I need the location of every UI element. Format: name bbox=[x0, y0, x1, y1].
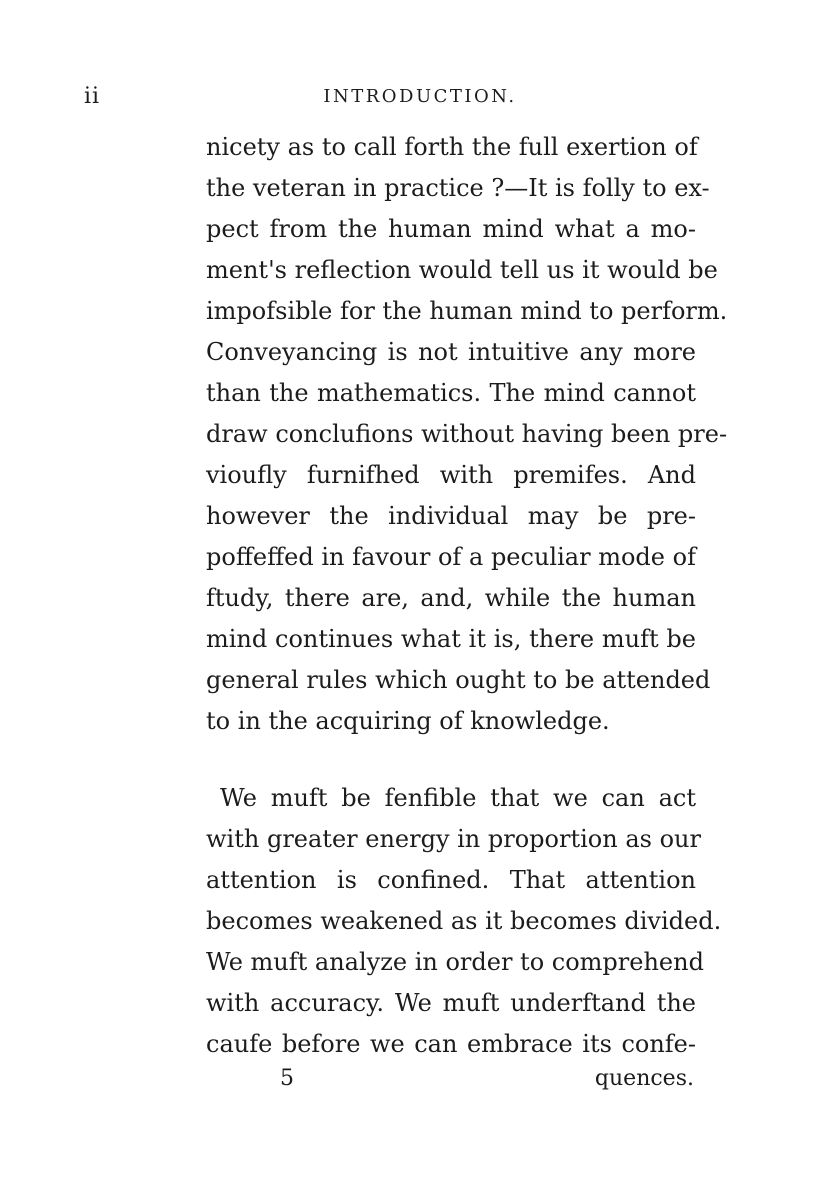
text-line: We muft analyze in order to comprehend bbox=[206, 948, 704, 976]
text-line: ment's reflection would tell us it would be bbox=[206, 256, 718, 284]
running-head: INTRODUCTION. bbox=[323, 86, 517, 107]
catchword: quences. bbox=[594, 1066, 694, 1091]
text-line: with accuracy. We muft underftand the bbox=[206, 989, 696, 1017]
text-line: ftudy, there are, and, while the human bbox=[206, 584, 696, 612]
text-line: caufe before we can embrace its confe- bbox=[206, 1030, 696, 1058]
text-line: attention is confined. That attention bbox=[206, 866, 696, 894]
text-line: pect from the human mind what a mo- bbox=[206, 215, 696, 243]
text-line: nicety as to call forth the full exertion of bbox=[206, 133, 698, 161]
paragraph-2 bbox=[206, 778, 722, 1065]
text-line: impofsible for the human mind to perform. bbox=[206, 297, 728, 325]
text-line: mind continues what it is, there muft be bbox=[206, 625, 696, 653]
text-line: vioufly furnifhed with premifes. And bbox=[206, 461, 696, 489]
paragraph-1 bbox=[206, 127, 728, 742]
text-line: to in the acquiring of knowledge. bbox=[206, 707, 610, 735]
signature-mark: 5 bbox=[280, 1066, 294, 1091]
text-line: poffeffed in favour of a peculiar mode of bbox=[206, 543, 696, 571]
text-line: draw conclufions without having been pre- bbox=[206, 420, 728, 448]
text-line: We muft be fenfible that we can act bbox=[220, 784, 696, 812]
text-line: however the individual may be pre- bbox=[206, 502, 696, 530]
text-line: with greater energy in proportion as our bbox=[206, 825, 701, 853]
text-line: than the mathematics. The mind cannot bbox=[206, 379, 696, 407]
text-line: the veteran in practice ?—It is folly to ex- bbox=[206, 174, 710, 202]
text-line: becomes weakened as it becomes divided. bbox=[206, 907, 722, 935]
page-number: ii bbox=[84, 84, 101, 109]
text-line: general rules which ought to be attended bbox=[206, 666, 711, 694]
text-line: Conveyancing is not intuitive any more bbox=[206, 338, 696, 366]
